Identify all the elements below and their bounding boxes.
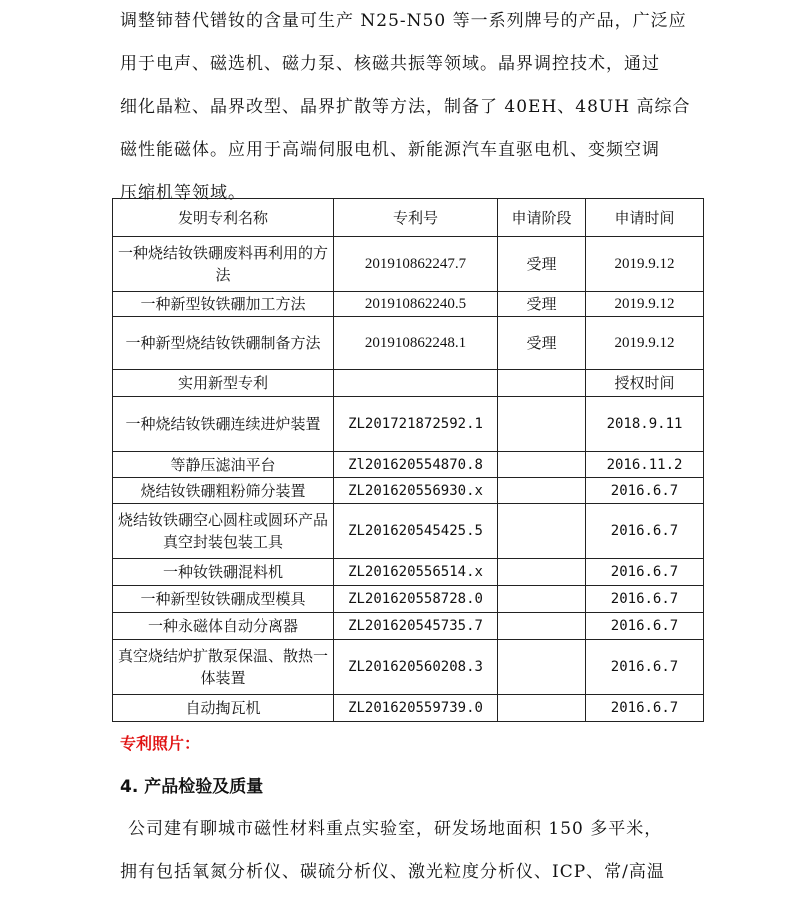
table-row (113, 292, 704, 317)
table-row (113, 317, 704, 370)
patent-name: 烧结钕铁硼粗粉筛分装置 (113, 478, 334, 504)
table-row (113, 237, 704, 292)
patent-name: 一种烧结钕铁硼废料再利用的方法 (113, 237, 334, 292)
patent-number: Zl201620554870.8 (334, 452, 498, 478)
patent-name: 一种永磁体自动分离器 (113, 613, 334, 640)
patent-number: ZL201620556930.x (334, 478, 498, 504)
table-row (113, 613, 704, 640)
patent-date: 2016.6.7 (586, 559, 704, 586)
patent-stage: 受理 (498, 317, 586, 370)
patent-name: 烧结钕铁硼空心圆柱或圆环产品真空封装包装工具 (113, 504, 334, 559)
patent-date: 2016.6.7 (586, 504, 704, 559)
patent-name: 一种钕铁硼混料机 (113, 559, 334, 586)
header-date: 申请时间 (586, 199, 704, 237)
patent-date: 2016.6.7 (586, 640, 704, 695)
table-row (113, 640, 704, 695)
outro-line: 公司建有聊城市磁性材料重点实验室，研发场地面积 150 多平米， (128, 819, 663, 839)
header-name: 发明专利名称 (113, 199, 334, 237)
intro-line: 细化晶粒、晶界改型、晶界扩散等方法，制备了 40EH、48UH 高综合 (120, 97, 691, 117)
patent-number: ZL201620558728.0 (334, 586, 498, 613)
header-number: 专利号 (334, 199, 498, 237)
patent-number: 201910862247.7 (334, 237, 498, 292)
patent-date: 2019.9.12 (586, 317, 704, 370)
patent-date: 2016.6.7 (586, 586, 704, 613)
header-stage: 申请阶段 (498, 199, 586, 237)
table-row (113, 695, 704, 722)
patent-name: 自动掏瓦机 (113, 695, 334, 722)
table-row (113, 397, 704, 452)
utility-header-row (113, 370, 704, 397)
patent-table (112, 198, 704, 722)
patent-name: 真空烧结炉扩散泵保温、散热一体装置 (113, 640, 334, 695)
table-row (113, 478, 704, 504)
patent-number: ZL201620559739.0 (334, 695, 498, 722)
utility-header-date: 授权时间 (586, 370, 704, 397)
patent-date: 2016.6.7 (586, 478, 704, 504)
table-row (113, 504, 704, 559)
patent-name: 一种烧结钕铁硼连续进炉装置 (113, 397, 334, 452)
patent-date: 2018.9.11 (586, 397, 704, 452)
outro-line: 拥有包括氧氮分析仪、碳硫分析仪、激光粒度分析仪、ICP、常/高温 (120, 862, 665, 882)
patent-name: 一种新型烧结钕铁硼制备方法 (113, 317, 334, 370)
outro-paragraph (120, 808, 680, 894)
intro-line: 调整铈替代镨钕的含量可生产 N25-N50 等一系列牌号的产品，广泛应 (120, 11, 687, 31)
patent-date: 2016.6.7 (586, 613, 704, 640)
patent-number: ZL201620545425.5 (334, 504, 498, 559)
patent-date: 2016.11.2 (586, 452, 704, 478)
patent-date: 2019.9.12 (586, 237, 704, 292)
patent-date: 2019.9.12 (586, 292, 704, 317)
patent-photos-label: 专利照片： (120, 734, 201, 753)
table-row (113, 559, 704, 586)
utility-header-name: 实用新型专利 (113, 370, 334, 397)
intro-line: 压缩机等领域。 (120, 183, 246, 203)
patent-name: 一种新型钕铁硼加工方法 (113, 292, 334, 317)
patent-date: 2016.6.7 (586, 695, 704, 722)
patent-stage: 受理 (498, 237, 586, 292)
table-row (113, 586, 704, 613)
table-header-row (113, 199, 704, 237)
intro-line: 磁性能磁体。应用于高端伺服电机、新能源汽车直驱电机、变频空调 (120, 140, 660, 160)
patent-number: ZL201620545735.7 (334, 613, 498, 640)
patent-name: 等静压滤油平台 (113, 452, 334, 478)
patent-number: ZL201620560208.3 (334, 640, 498, 695)
intro-line: 用于电声、磁选机、磁力泵、核磁共振等领域。晶界调控技术，通过 (120, 54, 660, 74)
patent-number: 201910862240.5 (334, 292, 498, 317)
patent-number: 201910862248.1 (334, 317, 498, 370)
section-heading: 4. 产品检验及质量 (120, 777, 264, 797)
table-row (113, 452, 704, 478)
intro-paragraph (120, 0, 691, 215)
patent-name: 一种新型钕铁硼成型模具 (113, 586, 334, 613)
patent-number: ZL201620556514.x (334, 559, 498, 586)
patent-stage: 受理 (498, 292, 586, 317)
patent-number: ZL201721872592.1 (334, 397, 498, 452)
